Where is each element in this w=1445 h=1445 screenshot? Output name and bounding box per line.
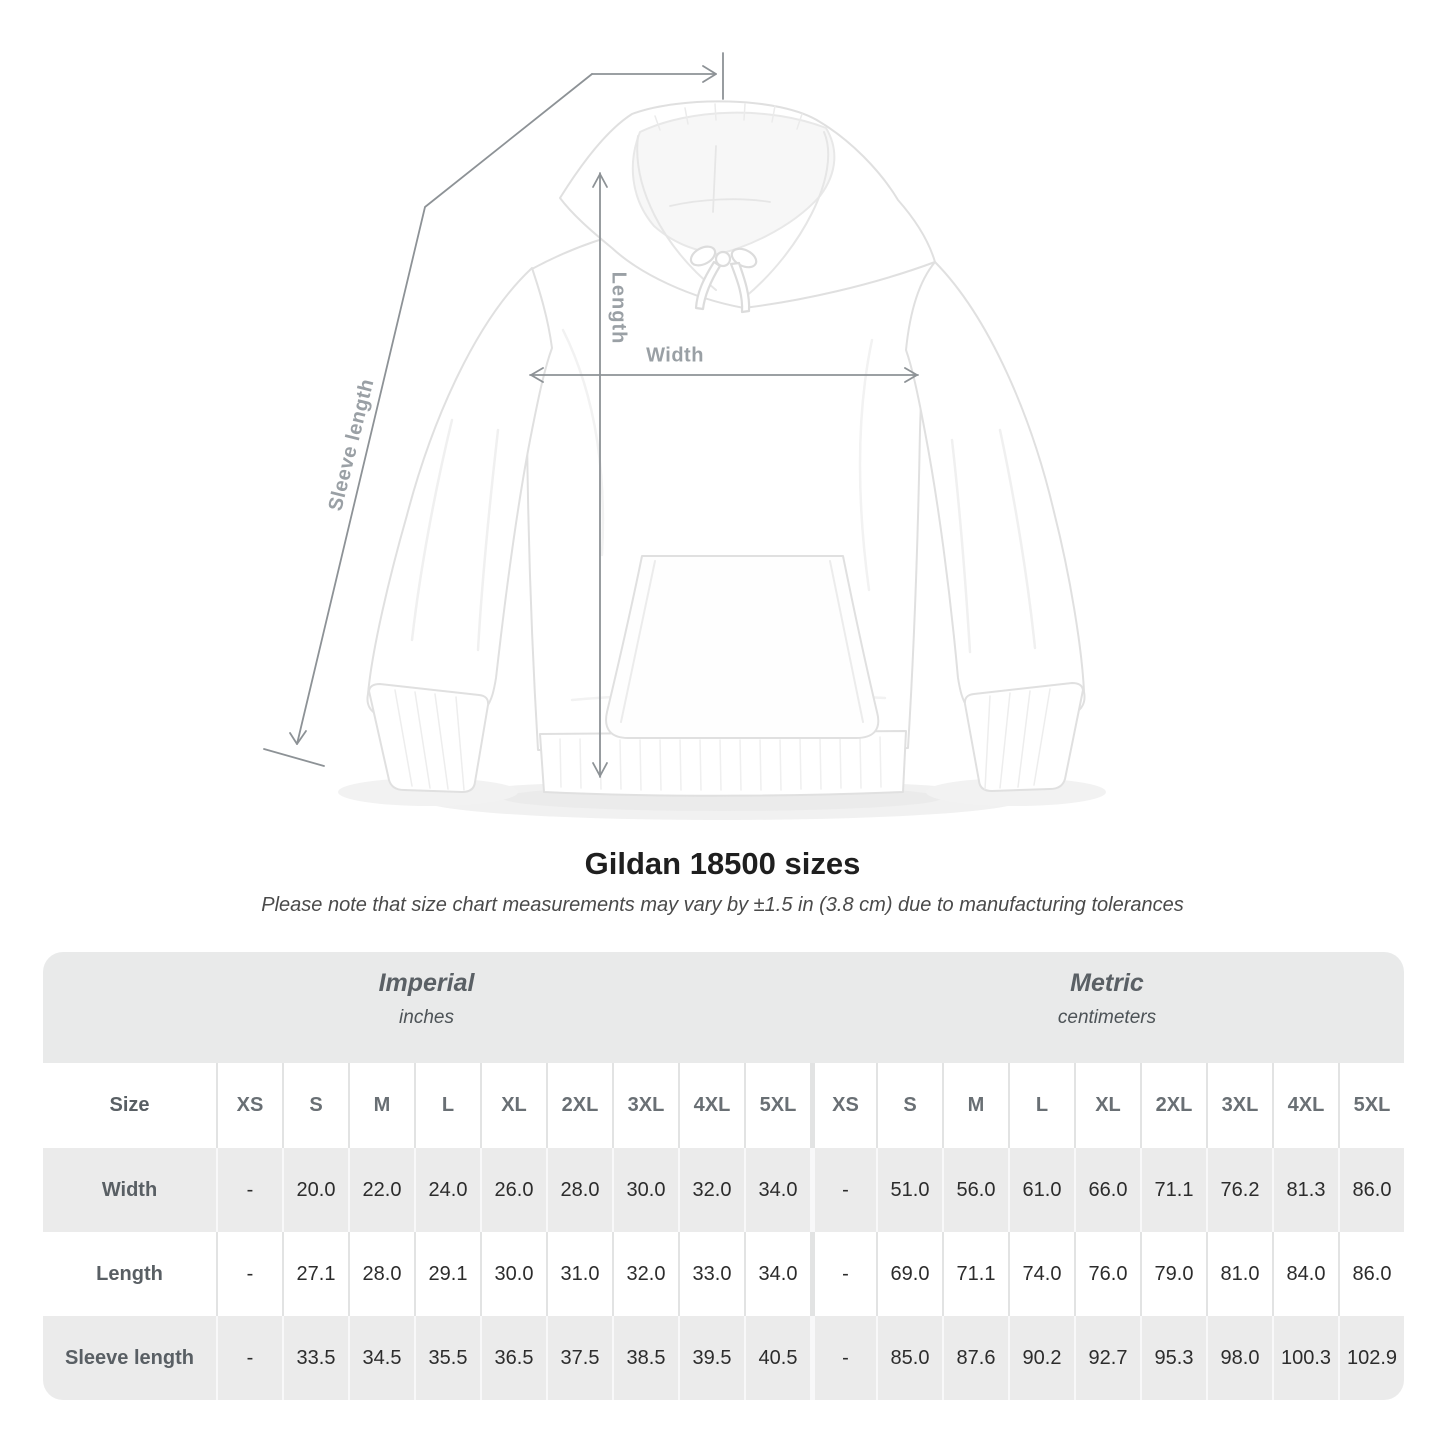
value-cell: 31.0 (546, 1232, 612, 1316)
sleeve-length-label: Sleeve length (324, 376, 379, 514)
value-cell: 81.3 (1272, 1148, 1338, 1232)
value-cell: - (810, 1232, 876, 1316)
value-cell: 32.0 (678, 1148, 744, 1232)
metric-section-header (810, 952, 1404, 1063)
value-cell: 100.3 (1272, 1316, 1338, 1400)
value-cell: 102.9 (1338, 1316, 1404, 1400)
row-label: Sleeve length (65, 1346, 194, 1369)
value-cell: - (216, 1148, 282, 1232)
size-column-header: Size (109, 1094, 150, 1116)
table-row-sleeve-length (43, 1316, 1404, 1400)
imperial-title: Imperial (378, 969, 475, 997)
value-cell: - (216, 1316, 282, 1400)
value-cell: 38.5 (612, 1316, 678, 1400)
size-cell: L (1008, 1063, 1074, 1148)
length-label: Length (607, 271, 630, 345)
size-cell: L (414, 1063, 480, 1148)
value-cell: 86.0 (1338, 1148, 1404, 1232)
value-cell: 33.5 (282, 1316, 348, 1400)
value-cell: 28.0 (348, 1232, 414, 1316)
size-header-row (43, 1063, 1404, 1148)
value-cell: 34.0 (744, 1148, 810, 1232)
value-cell: 84.0 (1272, 1232, 1338, 1316)
value-cell: 28.0 (546, 1148, 612, 1232)
size-cell: 5XL (1338, 1063, 1404, 1148)
value-cell: 92.7 (1074, 1316, 1140, 1400)
value-cell: 85.0 (876, 1316, 942, 1400)
imperial-unit: inches (399, 1007, 454, 1028)
value-cell: 56.0 (942, 1148, 1008, 1232)
hoodie-garment (367, 101, 1084, 795)
size-cell: 4XL (678, 1063, 744, 1148)
size-cell: M (942, 1063, 1008, 1148)
value-cell: - (810, 1316, 876, 1400)
value-cell: 26.0 (480, 1148, 546, 1232)
value-cell: 27.1 (282, 1232, 348, 1316)
value-cell: 69.0 (876, 1232, 942, 1316)
value-cell: 51.0 (876, 1148, 942, 1232)
value-cell: 61.0 (1008, 1148, 1074, 1232)
imperial-section-header (43, 952, 810, 1063)
value-cell: 20.0 (282, 1148, 348, 1232)
value-cell: 22.0 (348, 1148, 414, 1232)
value-cell: 76.0 (1074, 1232, 1140, 1316)
size-cell: 3XL (612, 1063, 678, 1148)
size-cell: XL (1074, 1063, 1140, 1148)
size-cell: S (282, 1063, 348, 1148)
size-cell: XL (480, 1063, 546, 1148)
metric-unit: centimeters (1057, 1007, 1157, 1028)
size-cell: 4XL (1272, 1063, 1338, 1148)
size-cell: XS (216, 1063, 282, 1148)
size-cell: 5XL (744, 1063, 810, 1148)
value-cell: 86.0 (1338, 1232, 1404, 1316)
size-cell: 2XL (546, 1063, 612, 1148)
value-cell: 32.0 (612, 1232, 678, 1316)
tolerance-note: Please note that size chart measurements may vary by ±1.5 in (3.8 cm) due to manufacturing tolerances (261, 894, 1184, 916)
value-cell: 90.2 (1008, 1316, 1074, 1400)
value-cell: 81.0 (1206, 1232, 1272, 1316)
value-cell: 39.5 (678, 1316, 744, 1400)
size-cell: S (876, 1063, 942, 1148)
chart-heading (0, 846, 1445, 917)
size-cell: M (348, 1063, 414, 1148)
row-label: Width (101, 1178, 158, 1201)
value-cell: 71.1 (942, 1232, 1008, 1316)
value-cell: 71.1 (1140, 1148, 1206, 1232)
table-row-width (43, 1148, 1404, 1232)
value-cell: 33.0 (678, 1232, 744, 1316)
value-cell: 98.0 (1206, 1316, 1272, 1400)
value-cell: - (810, 1148, 876, 1232)
size-cell: XS (810, 1063, 876, 1148)
value-cell: 37.5 (546, 1316, 612, 1400)
size-table (43, 952, 1404, 1400)
value-cell: 66.0 (1074, 1148, 1140, 1232)
value-cell: 34.5 (348, 1316, 414, 1400)
value-cell: 79.0 (1140, 1232, 1206, 1316)
value-cell: 29.1 (414, 1232, 480, 1316)
value-cell: - (216, 1232, 282, 1316)
value-cell: 24.0 (414, 1148, 480, 1232)
size-cell: 2XL (1140, 1063, 1206, 1148)
value-cell: 87.6 (942, 1316, 1008, 1400)
page-title: Gildan 18500 sizes (584, 846, 861, 881)
value-cell: 40.5 (744, 1316, 810, 1400)
metric-title: Metric (1070, 969, 1144, 997)
size-cell: 3XL (1206, 1063, 1272, 1148)
table-row-length (43, 1232, 1404, 1316)
value-cell: 30.0 (612, 1148, 678, 1232)
value-cell: 74.0 (1008, 1232, 1074, 1316)
units-band (43, 952, 1404, 1063)
value-cell: 76.2 (1206, 1148, 1272, 1232)
width-label: Width (646, 344, 704, 367)
value-cell: 95.3 (1140, 1316, 1206, 1400)
value-cell: 34.0 (744, 1232, 810, 1316)
value-cell: 30.0 (480, 1232, 546, 1316)
value-cell: 35.5 (414, 1316, 480, 1400)
value-cell: 36.5 (480, 1316, 546, 1400)
row-label: Length (96, 1262, 163, 1285)
